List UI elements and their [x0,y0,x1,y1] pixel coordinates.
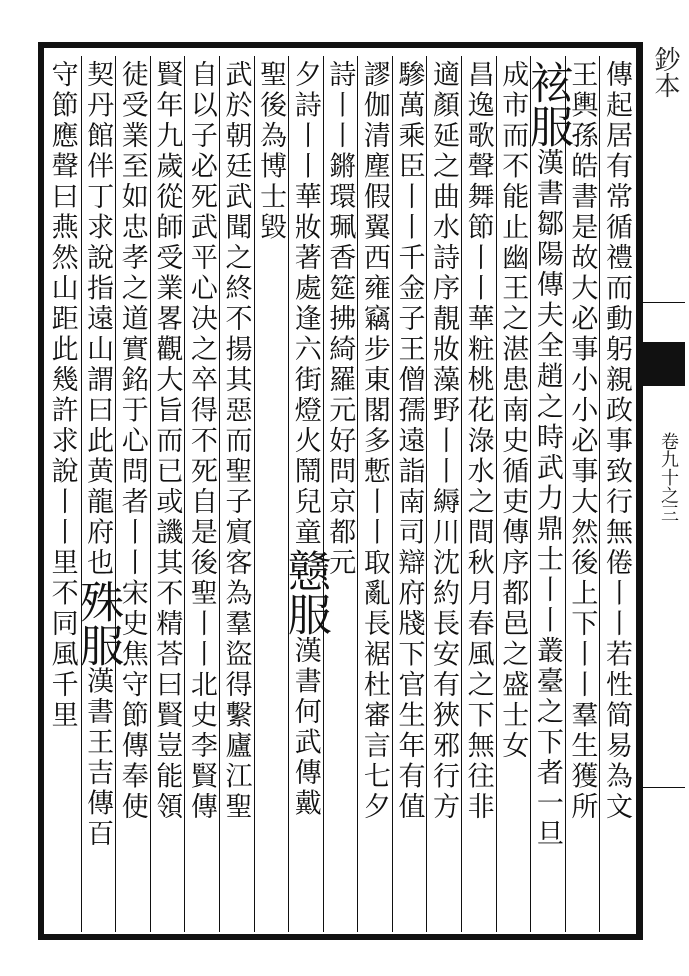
column-text [602,60,633,823]
column-text [326,60,357,579]
text-column [392,56,427,932]
text-column [219,56,254,932]
juan-label: 卷九十之三 [658,432,679,522]
column-body: 守節應聲曰燕然山距此幾許求說丨丨 [46,60,78,548]
text-column [184,56,219,932]
column-body: 聖後為博士毀 [255,60,287,243]
fish-tail-mark [643,342,685,386]
text-column [72,56,124,932]
text-column [461,56,496,932]
column-body: 武於朝廷武聞之終不揚其惡而聖子賔客為羣盜得繫廬江聖 [220,60,252,823]
text-column [426,56,461,932]
text-column [115,56,150,932]
column-body: 漢書王吉傳百 [82,666,114,850]
column-body: 王輿孫皓書是故大必事小小必事大然後上下丨丨羣生獲所 [566,60,598,823]
text-column [46,56,81,932]
text-column [357,56,392,932]
column-text [521,60,573,850]
column-body: 傳起居有常循禮而動躬親政事致行無倦丨丨若性简易為文 [600,60,632,823]
column-text [464,60,495,823]
column-body: 驂萬乘臣丨丨千金子王僧孺遠詣南司辯府牋下官生年有值 [393,60,425,823]
fold-title: 鈔本 [650,46,680,98]
column-text [72,60,124,850]
entry-heading: 戆服 [279,548,331,636]
column-text [279,60,331,819]
text-column [496,56,531,932]
text-column [521,56,573,932]
column-body: 里不同風千里 [46,548,78,731]
column-text [118,60,149,823]
text-column [254,56,289,932]
column-body: 漢書何武傳戴 [289,636,321,819]
entry-heading: 殊服 [72,578,124,667]
column-body: 契丹館伴丁求說指遠山謂曰此黄龍府也 [82,60,114,579]
column-body: 徒受業至如忠孝之道實銘于心問者丨丨宋史焦守節傳奉使 [116,60,148,823]
column-text [429,60,460,823]
page-fold-column [642,42,685,940]
column-body: 詩丨丨鏘環珮香筵拂綺羅元好問京都元 [324,60,356,579]
text-column [279,56,331,932]
column-text [360,60,391,823]
column-text [153,60,184,823]
column-text [499,60,530,762]
column-body: 成市而不能止幽王之湛患南史循吏傳序都邑之盛士女 [497,60,529,762]
column-text [48,60,79,731]
text-column [599,56,634,932]
column-text [222,60,253,823]
fold-divider [643,787,685,788]
column-body: 夕詩丨丨華妝著處逢六街燈火鬧兒童 [289,60,321,548]
column-body: 適顏延之曲水詩序靚妝藻野丨丨縟川沈約長安有狹邪行方 [428,60,460,823]
column-body: 謬伽清塵假翼西雍竊步東閣多慙丨丨取亂長裾杜審言七夕 [358,60,390,823]
column-body: 漢書鄒陽傳夫全趙之時武力鼎士丨丨叢臺之下者一旦 [531,148,563,850]
column-text [257,60,288,243]
text-column [565,56,600,932]
column-body: 賢年九歲從師受業畧觀大旨而已或譏其不精荅曰賢豈能領 [151,60,183,823]
entry-heading: 袨服 [521,60,573,148]
column-body: 昌逸歌聲舞節丨丨華粧桃花淥水之間秋月春風之下無往非 [462,60,494,823]
fold-title-area [643,42,685,303]
column-text [187,60,218,823]
text-column [323,56,358,932]
column-text [395,60,426,823]
column-text [568,60,599,823]
column-body: 自以子必死武平心决之卒得不死自是後聖丨丨北史李賢傳 [185,60,217,823]
text-column [150,56,185,932]
